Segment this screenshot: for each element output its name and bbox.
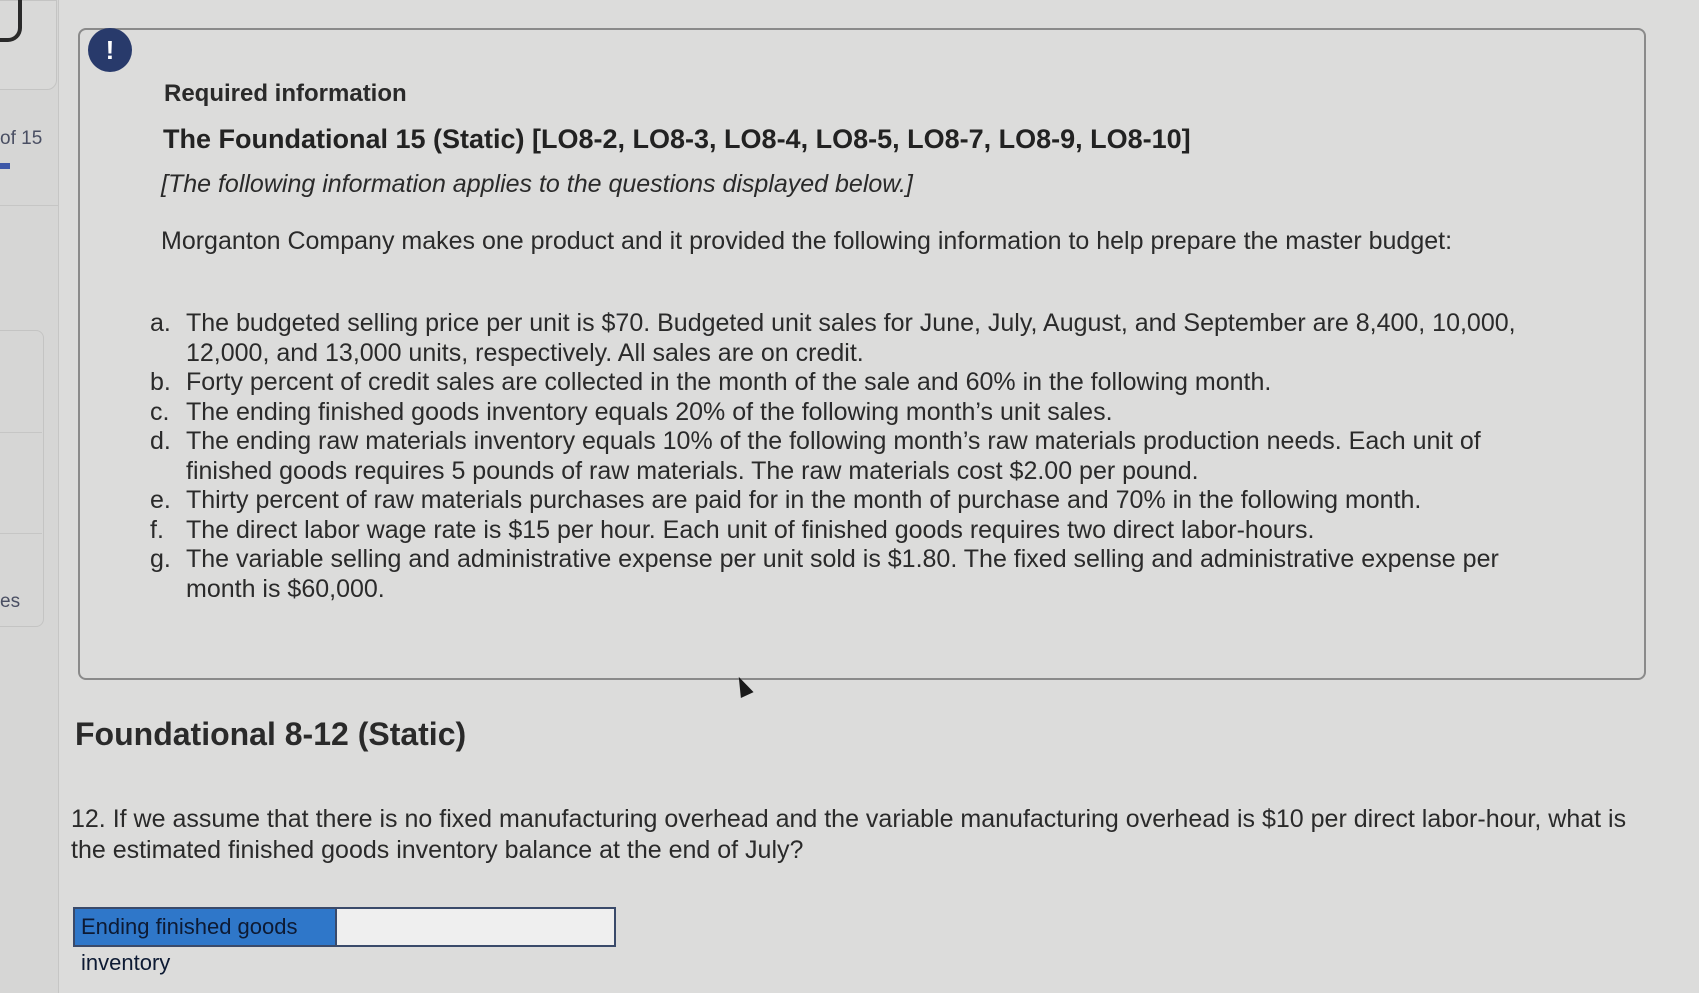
list-item (150, 368, 1570, 398)
item-marker: g. (150, 545, 171, 573)
ending-finished-goods-inventory-input[interactable] (335, 909, 614, 945)
section-title: Foundational 8-12 (Static) (75, 716, 467, 752)
list-item (150, 486, 1570, 516)
item-text: The ending finished goods inventory equals 20% of the following month’s unit sales. (186, 397, 1113, 426)
left-sidebar (0, 0, 59, 993)
sidebar-card-middle[interactable] (0, 330, 44, 627)
item-marker: c. (150, 397, 170, 426)
sidebar-divider (0, 205, 58, 206)
item-text: Thirty percent of raw materials purchases are paid for in the month of purchase and 70% in the following month. (186, 486, 1422, 514)
list-item (150, 545, 1570, 604)
item-text: Forty percent of credit sales are collected in the month of the sale and 60% in the following month. (186, 368, 1272, 396)
applies-note: [The following information applies to the questions displayed below.] (161, 170, 913, 198)
answer-label: Ending finished goods inventory (75, 909, 335, 945)
item-marker: e. (150, 486, 171, 514)
progress-bar (0, 163, 10, 169)
budget-assumptions-list (150, 309, 1570, 604)
list-item (150, 427, 1570, 486)
sidebar-divider (0, 432, 42, 433)
answer-row (73, 907, 616, 975)
item-text: The ending raw materials inventory equals 10% of the following month’s raw materials production needs. Each unit of finished goods requires 5 pounds of raw materials. The raw materials cost $2.00 per pound. (186, 427, 1481, 485)
list-item (150, 398, 1570, 428)
list-item (150, 309, 1570, 368)
sidebar-nav-label[interactable]: es (0, 591, 21, 612)
sidebar-divider (0, 533, 42, 534)
item-marker: f. (150, 515, 164, 544)
required-information-heading: Required information (164, 80, 407, 107)
sidebar-number-fragment (0, 0, 22, 42)
item-text: The variable selling and administrative expense per unit sold is $1.80. The fixed selling and administrative expense per month is $60,000. (186, 545, 1499, 603)
page-count: of 15 (0, 128, 43, 149)
item-marker: d. (150, 427, 171, 455)
question-text: 12. If we assume that there is no fixed manufacturing overhead and the variable manufacturing overhead is $10 per direct labor-hour, what is the estimated finished goods inventory balance at the end of July? (71, 805, 1627, 864)
item-text: The direct labor wage rate is $15 per hour. Each unit of finished goods requires two direct labor-hours. (186, 515, 1315, 544)
item-marker: a. (150, 309, 171, 337)
item-text: The budgeted selling price per unit is $70. Budgeted unit sales for June, July, August, and September are 8,400, 10,000, 12,000, and 13,000 units, respectively. All sales are on credit. (186, 309, 1516, 367)
list-item (150, 516, 1570, 546)
alert-icon: ! (88, 28, 132, 72)
item-marker: b. (150, 368, 171, 396)
intro-text: Morganton Company makes one product and it provided the following information to help prepare the master budget: (161, 227, 1453, 255)
problem-title: The Foundational 15 (Static) [LO8-2, LO8-3, LO8-4, LO8-5, LO8-7, LO8-9, LO8-10] (163, 124, 1191, 154)
